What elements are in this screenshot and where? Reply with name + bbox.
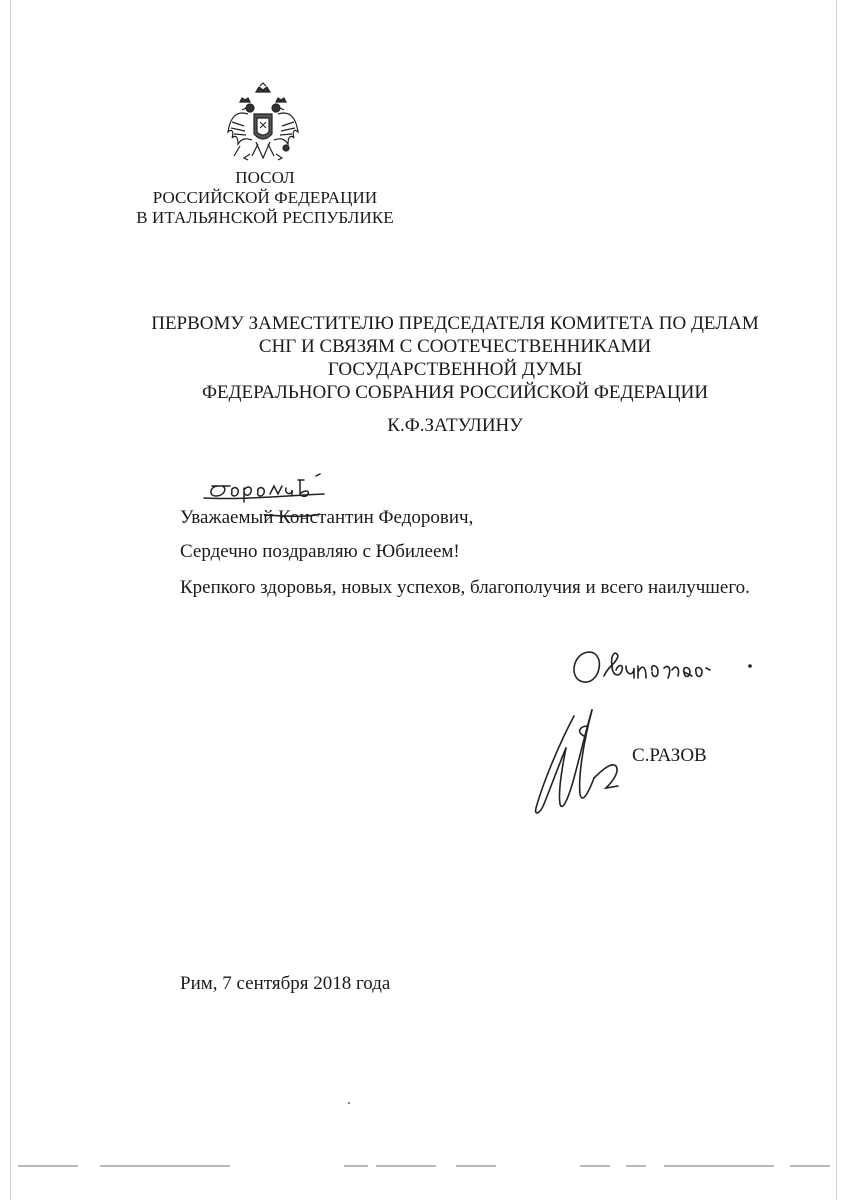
sender-location: В ИТАЛЬЯНСКОЙ РЕСПУБЛИКЕ <box>136 208 394 227</box>
scan-edge-right <box>836 0 837 1200</box>
sender-block <box>120 168 410 228</box>
greeting-prefix: Уваж <box>180 507 222 528</box>
addressee-line-3: ГОСУДАРСТВЕННОЙ ДУМЫ <box>327 359 583 380</box>
scan-bottom-artifacts <box>0 1160 849 1172</box>
signer-name: С.РАЗОВ <box>632 745 707 766</box>
greeting-struck-part: аемый <box>221 507 274 528</box>
addressee-line-1: ПЕРВОМУ ЗАМЕСТИТЕЛЮ ПРЕДСЕДАТЕЛЯ КОМИТЕТА ПО ДЕЛАМ <box>151 313 759 334</box>
addressee-line-2: СНГ И СВЯЗЯМ С СООТЕЧЕСТВЕННИКАМИ <box>258 336 652 357</box>
greeting-line <box>180 506 473 530</box>
russian-double-headed-eagle-icon <box>226 82 300 168</box>
handwritten-salutation <box>200 466 340 506</box>
addressee-block <box>120 312 790 437</box>
sender-country: РОССИЙСКОЙ ФЕДЕРАЦИИ <box>152 188 378 207</box>
addressee-name: К.Ф.ЗАТУЛИНУ <box>387 415 523 436</box>
congratulations-line: Сердечно поздравляю с Юбилеем! <box>180 541 460 562</box>
place-date-line: Рим, 7 сентября 2018 года <box>180 973 391 994</box>
scan-speck <box>348 1102 350 1104</box>
wishes-line: Крепкого здоровья, новых успехов, благополучия и всего наилучшего. <box>180 577 750 598</box>
signature-scribble <box>528 696 638 822</box>
addressee-line-4: ФЕДЕРАЛЬНОГО СОБРАНИЯ РОССИЙСКОЙ ФЕДЕРАЦИИ <box>201 382 709 403</box>
greeting-addressee-name: Константин Федорович, <box>273 507 474 528</box>
handwritten-strikethrough <box>264 506 320 528</box>
scan-edge-left <box>10 0 11 1200</box>
sender-title: ПОСОЛ <box>235 168 295 187</box>
handwritten-closing <box>568 636 768 692</box>
